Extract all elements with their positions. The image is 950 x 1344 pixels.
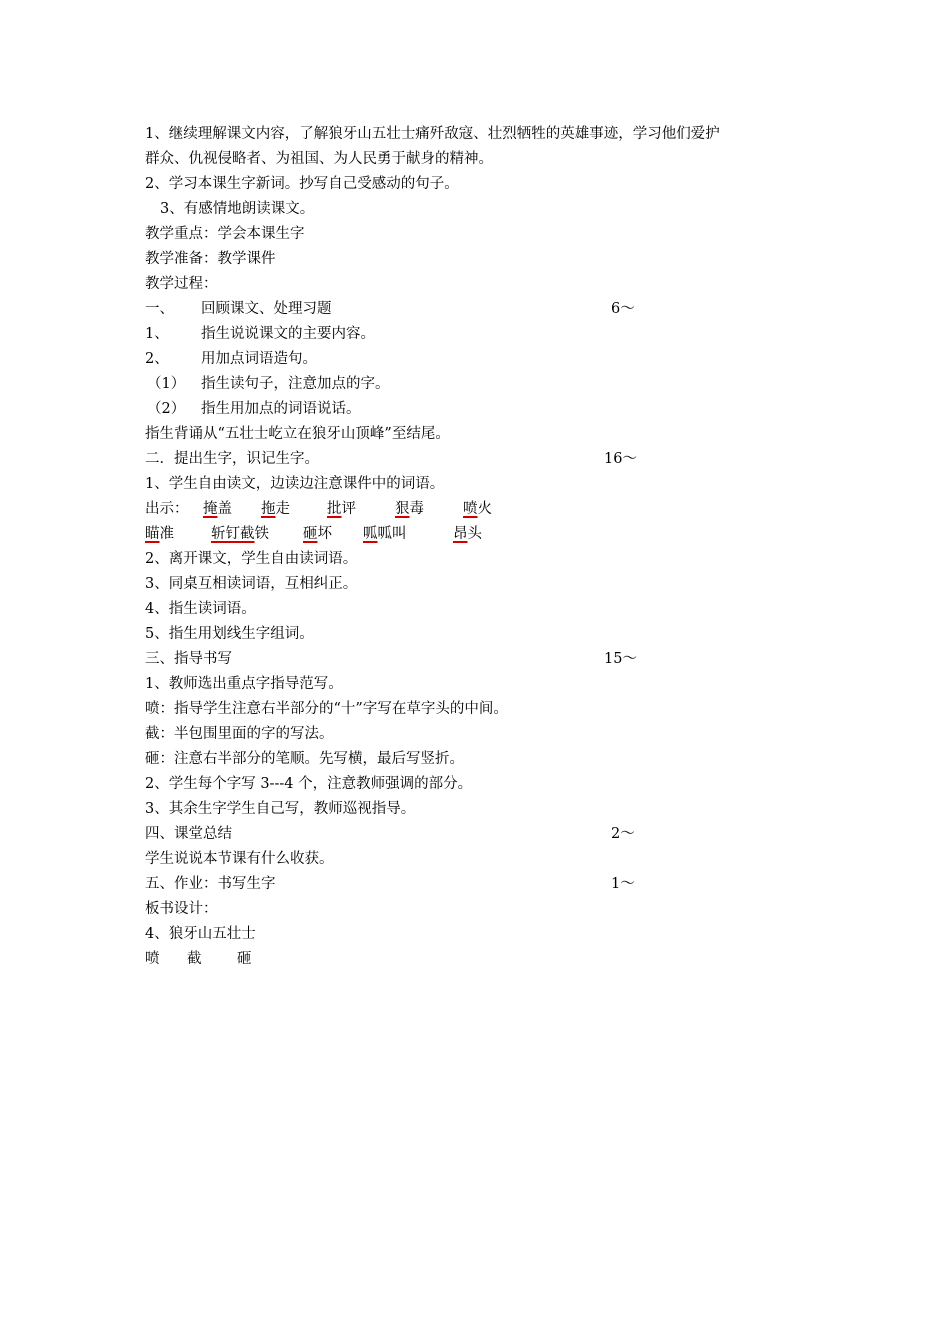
section2-step: 3、同桌互相读词语，互相纠正。 bbox=[145, 576, 358, 592]
objective-1-line-2: 群众、仇视侵略者、为祖国、为人民勇于献身的精神。 bbox=[145, 151, 493, 167]
section3-line: 2、学生每个字写 3---4 个，注意教师强调的部分。 bbox=[145, 776, 473, 792]
vocab-char: 准 bbox=[159, 526, 174, 542]
section3-line: 3、其余生字学生自己写，教师巡视指导。 bbox=[145, 801, 416, 817]
vocab-char: 呱叫 bbox=[377, 526, 407, 542]
vocab-char: 铁 bbox=[254, 526, 269, 542]
vocab-char-underlined: 砸 bbox=[303, 526, 318, 542]
vocab-word bbox=[261, 497, 290, 521]
vocab-char-underlined: 拖 bbox=[261, 501, 276, 517]
vocab-char: 毒 bbox=[409, 501, 424, 517]
vocab-char-underlined: 批 bbox=[327, 501, 342, 517]
item-text: 指生说说课文的主要内容。 bbox=[201, 326, 375, 342]
vocab-word bbox=[203, 497, 232, 521]
vocab-word bbox=[303, 522, 332, 546]
section2-title: 二．提出生字，识记生字。 bbox=[145, 451, 319, 467]
section4-time: 2～ bbox=[611, 826, 635, 842]
vocab-char: 盖 bbox=[217, 501, 232, 517]
vocab-word bbox=[463, 497, 492, 521]
vocab-char-underlined: 喷 bbox=[463, 501, 478, 517]
item-text: 用加点词语造句。 bbox=[201, 351, 317, 367]
subitem-text: 指生读句子，注意加点的字。 bbox=[201, 376, 390, 392]
section1-time: 6～ bbox=[611, 301, 635, 317]
board-char: 截 bbox=[187, 951, 202, 967]
item-number: 1、 bbox=[145, 326, 169, 342]
process-heading: 教学过程： bbox=[145, 276, 218, 292]
section3-line: 砸：注意右半部分的笔顺。先写横，最后写竖折。 bbox=[145, 751, 464, 767]
vocab-char: 评 bbox=[341, 501, 356, 517]
subitem-text: 指生用加点的词语说话。 bbox=[201, 401, 361, 417]
show-label: 出示： bbox=[145, 501, 189, 517]
preparation: 教学准备：教学课件 bbox=[145, 251, 276, 267]
board-heading: 板书设计： bbox=[145, 901, 218, 917]
vocab-char-underlined: 瞄 bbox=[145, 526, 160, 542]
section1-title: 回顾课文、处理习题 bbox=[201, 301, 332, 317]
section2-step: 5、指生用划线生字组词。 bbox=[145, 626, 314, 642]
subitem-number: （1） bbox=[147, 376, 186, 392]
vocab-word bbox=[327, 497, 356, 521]
vocab-char: 火 bbox=[477, 501, 492, 517]
section2-step: 2、离开课文，学生自由读词语。 bbox=[145, 551, 358, 567]
vocab-char: 坏 bbox=[317, 526, 332, 542]
section5-time: 1～ bbox=[611, 876, 635, 892]
section2-step: 4、指生读词语。 bbox=[145, 601, 256, 617]
objective-3: 3、有感情地朗读课文。 bbox=[160, 201, 315, 217]
vocab-char: 头 bbox=[467, 526, 482, 542]
board-title: 4、狼牙山五壮士 bbox=[145, 926, 256, 942]
item-number: 2、 bbox=[145, 351, 169, 367]
section3-title: 三、指导书写 bbox=[145, 651, 232, 667]
vocab-word bbox=[363, 522, 407, 546]
section3-line: 截：半包围里面的字的写法。 bbox=[145, 726, 334, 742]
vocab-char: 走 bbox=[275, 501, 290, 517]
section3-line: 喷：指导学生注意右半部分的“十”字写在草字头的中间。 bbox=[145, 701, 508, 717]
board-char: 砸 bbox=[237, 951, 252, 967]
vocab-word bbox=[395, 497, 424, 521]
vocab-char-underlined: 掩 bbox=[203, 501, 218, 517]
vocab-word bbox=[145, 522, 174, 546]
vocab-char-underlined: 斩钉截 bbox=[211, 526, 255, 542]
key-point: 教学重点：学会本课生字 bbox=[145, 226, 305, 242]
section2-time: 16～ bbox=[604, 451, 637, 467]
subitem-number: （2） bbox=[147, 401, 186, 417]
vocab-char-underlined: 呱 bbox=[363, 526, 378, 542]
vocab-char-underlined: 狠 bbox=[395, 501, 410, 517]
section4-line: 学生说说本节课有什么收获。 bbox=[145, 851, 334, 867]
vocab-word bbox=[453, 522, 482, 546]
section1-number: 一、 bbox=[145, 301, 174, 317]
section2-step-1: 1、学生自由读文，边读边注意课件中的词语。 bbox=[145, 476, 445, 492]
vocab-word bbox=[211, 522, 269, 546]
section3-line: 1、教师选出重点字指导范写。 bbox=[145, 676, 343, 692]
objective-2: 2、学习本课生字新词。抄写自己受感动的句子。 bbox=[145, 176, 459, 192]
board-char: 喷 bbox=[145, 951, 160, 967]
section1-recite: 指生背诵从“五壮士屹立在狼牙山顶峰”至结尾。 bbox=[145, 426, 450, 442]
objective-1-line-1: 1、继续理解课文内容，了解狼牙山五壮士痛歼敌寇、壮烈牺牲的英雄事迹，学习他们爱护 bbox=[145, 126, 720, 142]
section5-title: 五、作业：书写生字 bbox=[145, 876, 276, 892]
section3-time: 15～ bbox=[604, 651, 637, 667]
vocab-char-underlined: 昂 bbox=[453, 526, 468, 542]
section4-title: 四、课堂总结 bbox=[145, 826, 232, 842]
